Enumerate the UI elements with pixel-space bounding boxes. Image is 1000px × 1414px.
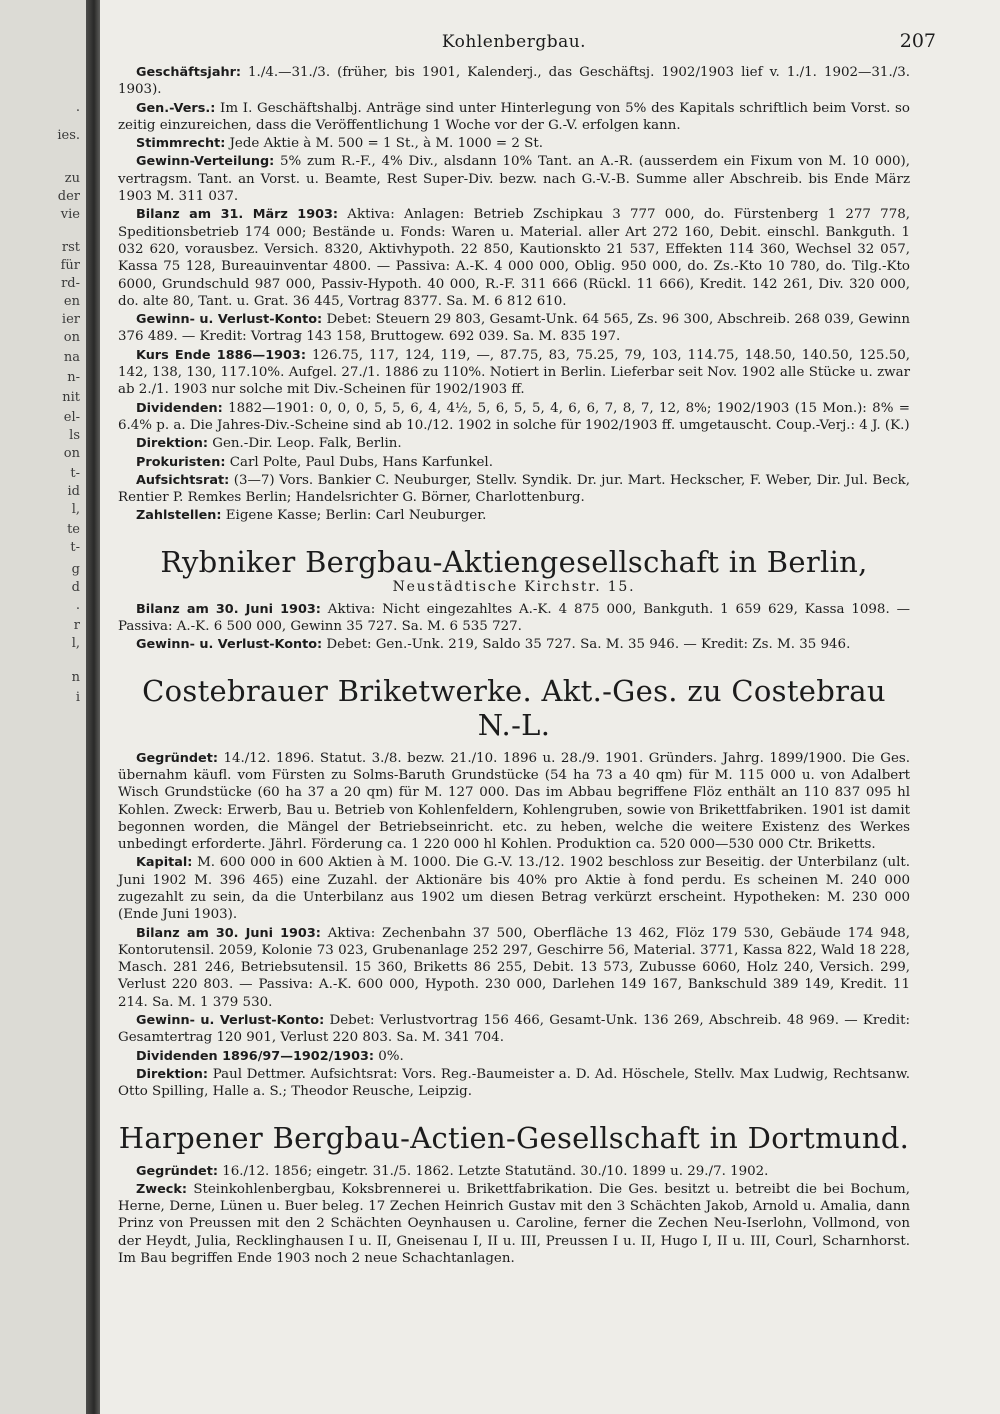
entry-text: M. 600 000 in 600 Aktien à M. 1000. Die G.-V. 13./12. 1902 beschloss zur Beseitig. der Unterbilanz (ult. Juni 1902 M. 396 465) eine Zuzahl. der Aktionäre bis 40% pro Aktie à fond perdu. Es scheinen M. 240 000 zugezahlt zu sein, da die Unterbilanz aus 1902 um diesen Betrag verkürzt erscheint. Hypotheken: M. 230 000 (Ende Juni 1903). <box>118 855 910 923</box>
entry-text: Aktiva: Anlagen: Betrieb Zschipkau 3 777 000, do. Fürstenberg 1 277 778, Speditionsbetrieb 174 000; Bestände u. Fonds: Waren u. Material. aller Art 272 160, Debit. einschl. Bankguth. 1 032 620, vorausbez. Versich. 8320, Aktivhypoth. 22 850, Kautionskto 21 537, Effekten 114 360, Wechsel 32 057, Kassa 75 128, Bureauinventar 4800. — Passiva: A.-K. 4 000 000, Oblig. 950 000, do. Zs.-Kto 10 780, do. Tilg.-Kto 6000, Grundschuld 987 000, Passiv-Hypoth. 40 000, R.-F. 311 666 (Rückl. 11 666), Kredit. 142 261, Div. 320 000, do. alte 80, Tant. u. Grat. 36 445, Vortrag 8377. Sa. M. 6 812 610. <box>118 207 910 309</box>
entry-text: 1882—1901: 0, 0, 0, 5, 5, 6, 4, 4½, 5, 6, 5, 5, 4, 6, 6, 7, 8, 7, 12, 8%; 1902/1903 (15 Mon.): 8% = 6.4% p. a. Die Jahres-Div.-Scheine sind ab 10./12. 1902 in solche für 1902/1903 ff. umgetauscht. Coup.-Verj.: 4 J. (K.) <box>118 400 910 433</box>
margin-fragment: zu <box>64 171 80 186</box>
entry-label: Aufsichtsrat: <box>136 472 230 488</box>
company-title: Rybniker Bergbau-Aktiengesellschaft in Berlin, <box>160 544 868 579</box>
entry-label: Bilanz am 30. Juni 1903: <box>136 925 321 941</box>
entry-text: Aktiva: Zechenbahn 37 500, Oberfläche 13 462, Flöz 179 530, Gebäude 174 948, Kontorutensil. 2059, Kolonie 73 023, Grubenanlage 252 297, Geschirre 56, Material. 3771, Kassa 822, Wald 18 228, Masch. 281 246, Betriebsutensil. 15 360, Briketts 86 255, Debit. 13 573, Zubusse 6060, Holz 240, Versich. 299, Verlust 220 803. — Passiva: A.-K. 600 000, Hypoth. 230 000, Darlehen 149 167, Bankschuld 389 149, Kredit. 11 214. Sa. M. 1 379 530. <box>118 925 910 1010</box>
entry-geschaeftsjahr <box>118 64 910 99</box>
entry-text: 16./12. 1856; eingetr. 31./5. 1862. Letzte Statutänd. 30./10. 1899 u. 29./7. 1902. <box>217 1163 769 1179</box>
entry-aufsichtsrat <box>118 472 910 507</box>
page-content <box>118 28 936 1268</box>
entry-gewinn-verlust <box>118 1012 910 1047</box>
entry-text: 1./4.—31./3. (früher, bis 1901, Kalenderj., das Geschäftsj. 1902/1903 lief v. 1./1. 1902—31./3. 1903). <box>118 65 910 98</box>
entry-label: Dividenden: <box>136 400 223 416</box>
entry-label: Prokuristen: <box>136 454 226 470</box>
margin-fragment: rst <box>61 240 80 255</box>
entry-text: Aktiva: Nicht eingezahltes A.-K. 4 875 000, Bankguth. 1 659 629, Kassa 1098. — Passiva: A.-K. 6 500 000, Gewinn 35 727. Sa. M. 6 535 727. <box>118 601 910 635</box>
entry-zahlstellen <box>118 507 910 524</box>
previous-page-edge <box>0 0 88 1414</box>
entry-label: Gewinn-Verteilung: <box>136 154 275 170</box>
entry-text: Debet: Gen.-Unk. 219, Saldo 35 727. Sa. M. 35 946. — Kredit: Zs. M. 35 946. <box>322 637 851 653</box>
entry-text: Paul Dettmer. Aufsichtsrat: Vors. Reg.-Baumeister a. D. Ad. Höschele, Stellv. Max Ludwig, Rechtsanw. Otto Spilling, Halle a. S.; Theodor Reusche, Leipzig. <box>118 1066 910 1100</box>
entry-gegruendet <box>118 750 910 854</box>
margin-fragment: . <box>75 100 80 115</box>
entry-text: Eigene Kasse; Berlin: Carl Neuburger. <box>221 508 487 524</box>
entry-kapital <box>118 854 910 923</box>
entry-label: Kurs Ende 1886—1903: <box>136 347 306 363</box>
margin-fragment: en <box>63 294 80 309</box>
entry-label: Direktion: <box>136 1066 209 1082</box>
entry-label: Kapital: <box>136 855 193 871</box>
margin-fragment: on <box>63 330 80 345</box>
entry-zweck <box>118 1181 910 1267</box>
company-address: Neustädtische Kirchstr. 15. <box>392 578 636 595</box>
entry-text: Steinkohlenbergbau, Koksbrennerei u. Brikettfabrikation. Die Ges. besitzt u. betreibt die bei Bochum, Herne, Derne, Lünen u. Buer beleg. 17 Zechen Heinrich Gustav mit den 3 Schächten Jakob, Arnold u. Amalia, dann Prinz von Preussen mit den 2 Schächten Oeynhausen u. Caroline, ferner die Zechen Neu-Iserlohn, Vollmond, von der Heydt, Julia, Recklinghausen I u. II, Gneisenau I, II u. III, Preussen I u. II, Hugo I, II u. III, Courl, Scharnhorst. Im Bau begriffen Ende 1903 noch 2 neue Schachtanlagen. <box>118 1181 910 1267</box>
entry-label: Bilanz am 30. Juni 1903: <box>136 601 321 617</box>
entry-label: Zahlstellen: <box>136 508 222 524</box>
entry-text: Gen.-Dir. Leop. Falk, Berlin. <box>208 436 402 452</box>
entry-label: Zweck: <box>136 1181 187 1197</box>
entry-text: 14./12. 1896. Statut. 3./8. bezw. 21./10. 1896 u. 28./9. 1901. Gründers. Jahrg. 1899/1900. Die Ges. übernahm käufl. vom Fürsten zu Solms-Baruth Grundstücke (54 ha 73 a 40 qm) für M. 115 000 u. von Adalbert Wisch Grundstücke (60 ha 37 a 20 qm) für M. 127 000. Das im Abbau begriffene Flöz enthält an 110 837 095 hl Kohlen. Zweck: Erwerb, Bau u. Betrieb von Kohlenfeldern, Kohlengruben, sowie von Brikettfabriken. 1901 ist damit begonnen worden, die Mängel der Betriebseinricht. etc. zu heben, welche die weitere Existenz des Werkes unbedingt erforderte. Jährl. Förderung ca. 1 220 000 hl Kohlen. Produktion ca. 520 000—530 000 Ctr. Briketts. <box>118 750 910 853</box>
entry-label: Gegründet: <box>136 750 218 766</box>
entry-bilanz <box>118 601 910 636</box>
entry-gegruendet <box>118 1163 910 1180</box>
margin-fragment: d <box>71 580 80 595</box>
margin-fragment: rd- <box>61 276 80 291</box>
margin-fragment: ies. <box>57 128 80 143</box>
margin-fragment: n <box>71 670 80 685</box>
entry-label: Gewinn- u. Verlust-Konto: <box>136 637 323 653</box>
margin-fragment: der <box>57 189 80 204</box>
margin-fragment: i <box>75 690 80 705</box>
entry-gewinn-verteilung <box>118 153 910 205</box>
entry-bilanz <box>118 206 910 310</box>
margin-fragment: ls <box>69 428 80 443</box>
entry-label: Gewinn- u. Verlust-Konto: <box>136 1013 325 1029</box>
entry-dividenden <box>118 400 910 435</box>
margin-fragment: n- <box>67 370 80 385</box>
entry-text: (3—7) Vors. Bankier C. Neuburger, Stellv. Syndik. Dr. jur. Mart. Heckscher, F. Weber, Dir. Jul. Beck, Rentier P. Remkes Berlin; Handelsrichter G. Börner, Charlottenburg. <box>118 472 910 506</box>
margin-fragment: . <box>75 598 80 613</box>
margin-fragment: t- <box>70 466 80 481</box>
entry-text: Im I. Geschäftshalbj. Anträge sind unter Hinterlegung von 5% des Kapitals schriftlich beim Vorst. so zeitig einzureichen, dass die Veröffentlichung 1 Woche vor der G.-V. erfolgen kann. <box>118 100 910 133</box>
entry-label: Direktion: <box>136 436 209 452</box>
entry-label: Gen.-Vers.: <box>136 100 216 116</box>
entry-gen-vers <box>118 100 910 135</box>
entry-prokuristen <box>118 454 910 471</box>
running-title: Kohlenbergbau. <box>441 32 587 52</box>
margin-fragment: el- <box>63 410 80 425</box>
entry-text: 5% zum R.-F., 4% Div., alsdann 10% Tant. an A.-R. (ausserdem ein Fixum von M. 10 000), vertragsm. Tant. an Vorst. u. Beamte, Rest Super-Div. bezw. nach G.-V.-B. Summe aller Abschreib. bis Ende März 1903 M. 311 037. <box>118 154 910 205</box>
entry-dividenden <box>118 1048 910 1065</box>
entry-text: Carl Polte, Paul Dubs, Hans Karfunkel. <box>225 454 493 470</box>
section-rybniker <box>118 545 910 654</box>
entry-label: Geschäftsjahr: <box>136 65 241 80</box>
section-costebrauer <box>118 674 910 1101</box>
page-header <box>118 28 936 54</box>
margin-fragment: on <box>63 446 80 461</box>
margin-fragment: id <box>67 484 80 499</box>
entry-direktion <box>118 435 910 452</box>
margin-fragment: für <box>60 258 80 273</box>
entry-text: 0%. <box>374 1048 404 1064</box>
entry-gewinn-verlust <box>118 636 910 653</box>
entry-label: Gewinn- u. Verlust-Konto: <box>136 312 323 328</box>
section-harpener <box>118 1121 910 1268</box>
entry-text: 126.75, 117, 124, 119, —, 87.75, 83, 75.25, 79, 103, 114.75, 148.50, 140.50, 125.50, 142, 138, 130, 117.10%. Aufgel. 27./1. 1886 zu 110%. Notiert in Berlin. Lieferbar seit Nov. 1902 alle Stücke u. zwar ab 2./1. 1903 nur solche mit Div.-Scheinen für 1902/1903 ff. <box>118 347 911 398</box>
margin-fragment: l, <box>71 636 80 651</box>
entry-text: Debet: Verlustvortrag 156 466, Gesamt-Unk. 136 269, Abschreib. 48 969. — Kredit: Gesamtertrag 120 901, Verlust 220 803. Sa. M. 341 704. <box>118 1013 910 1046</box>
entry-label: Stimmrecht: <box>136 136 226 152</box>
entry-bilanz <box>118 925 910 1011</box>
entry-label: Dividenden 1896/97—1902/1903: <box>136 1048 375 1064</box>
margin-fragment: r <box>73 618 80 633</box>
margin-fragment: vie <box>60 207 80 222</box>
margin-fragment: te <box>67 522 80 537</box>
entry-label: Gegründet: <box>136 1163 218 1179</box>
section-continued-company <box>118 64 910 525</box>
book-page <box>100 0 1000 1414</box>
page-number: 207 <box>899 30 936 52</box>
margin-fragment: ier <box>61 312 80 327</box>
company-title: Harpener Bergbau-Actien-Gesellschaft in Dortmund. <box>118 1120 910 1155</box>
company-title: Costebrauer Briketwerke. Akt.-Ges. zu Costebrau N.-L. <box>142 673 886 742</box>
entry-gewinn-verlust <box>118 311 910 346</box>
entry-stimmrecht <box>118 135 910 152</box>
entry-text: Debet: Steuern 29 803, Gesamt-Unk. 64 565, Zs. 96 300, Abschreib. 268 039, Gewinn 376 489. — Kredit: Vortrag 143 158, Bruttogew. 692 039. Sa. M. 835 197. <box>118 312 910 345</box>
entry-label: Bilanz am 31. März 1903: <box>136 207 339 223</box>
entry-direktion <box>118 1066 910 1101</box>
margin-fragment: l, <box>71 502 80 517</box>
margin-fragment: nit <box>62 390 80 405</box>
entry-text: Jede Aktie à M. 500 = 1 St., à M. 1000 = 2 St. <box>225 136 543 152</box>
entry-kurs <box>118 347 910 399</box>
margin-fragment: na <box>63 350 80 365</box>
margin-fragment: t- <box>70 540 80 555</box>
margin-fragment: g <box>71 562 80 577</box>
